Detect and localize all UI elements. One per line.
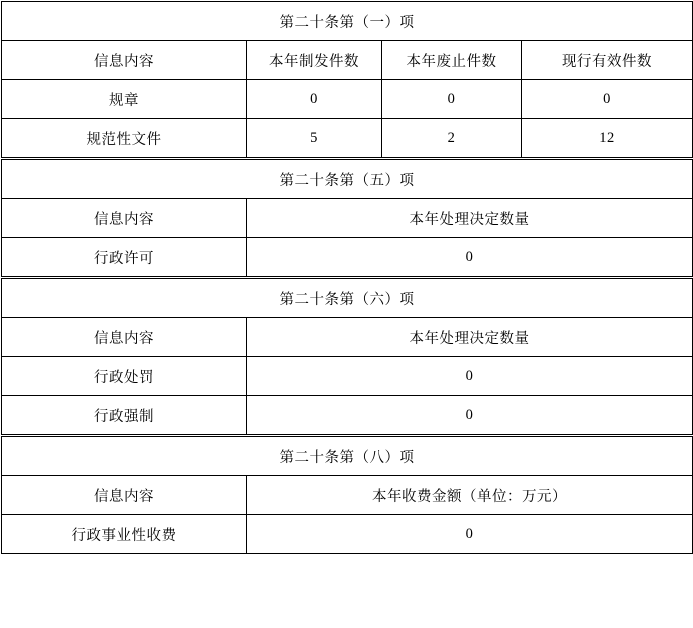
section-title: 第二十条第（一）项 [2,2,693,41]
row-label: 行政许可 [2,238,247,277]
row-label: 规章 [2,80,247,119]
column-header-info: 信息内容 [2,41,247,80]
table-block-3 [1,278,693,435]
column-header-amount: 本年收费金额（单位：万元） [247,476,693,515]
table-header-row [2,476,693,515]
table-block-4 [1,436,693,554]
table-row [2,357,693,396]
cell-value: 12 [522,119,693,158]
section-title: 第二十条第（六）项 [2,279,693,318]
cell-value: 0 [247,515,693,554]
cell-value: 0 [522,80,693,119]
cell-value: 5 [247,119,382,158]
row-label: 行政处罚 [2,357,247,396]
section-title: 第二十条第（五）项 [2,160,693,199]
column-header-abolished: 本年废止件数 [382,41,522,80]
table-header-row [2,41,693,80]
table-row [2,515,693,554]
row-label: 行政强制 [2,396,247,435]
section-title-row [2,437,693,476]
row-label: 行政事业性收费 [2,515,247,554]
column-header-info: 信息内容 [2,476,247,515]
row-label: 规范性文件 [2,119,247,158]
table-header-row [2,318,693,357]
cell-value: 0 [382,80,522,119]
column-header-info: 信息内容 [2,199,247,238]
section-title-row [2,2,693,41]
section-title-row [2,279,693,318]
table-row [2,238,693,277]
column-header-issued: 本年制发件数 [247,41,382,80]
cell-value: 0 [247,396,693,435]
table-row [2,119,693,158]
document-page [0,1,693,628]
column-header-info: 信息内容 [2,318,247,357]
table-header-row [2,199,693,238]
cell-value: 2 [382,119,522,158]
cell-value: 0 [247,357,693,396]
column-header-decisions: 本年处理决定数量 [247,199,693,238]
cell-value: 0 [247,238,693,277]
section-title-row [2,160,693,199]
column-header-decisions: 本年处理决定数量 [247,318,693,357]
section-title: 第二十条第（八）项 [2,437,693,476]
table-block-2 [1,159,693,277]
cell-value: 0 [247,80,382,119]
table-block-1 [1,1,693,158]
table-row [2,80,693,119]
table-row [2,396,693,435]
column-header-effective: 现行有效件数 [522,41,693,80]
